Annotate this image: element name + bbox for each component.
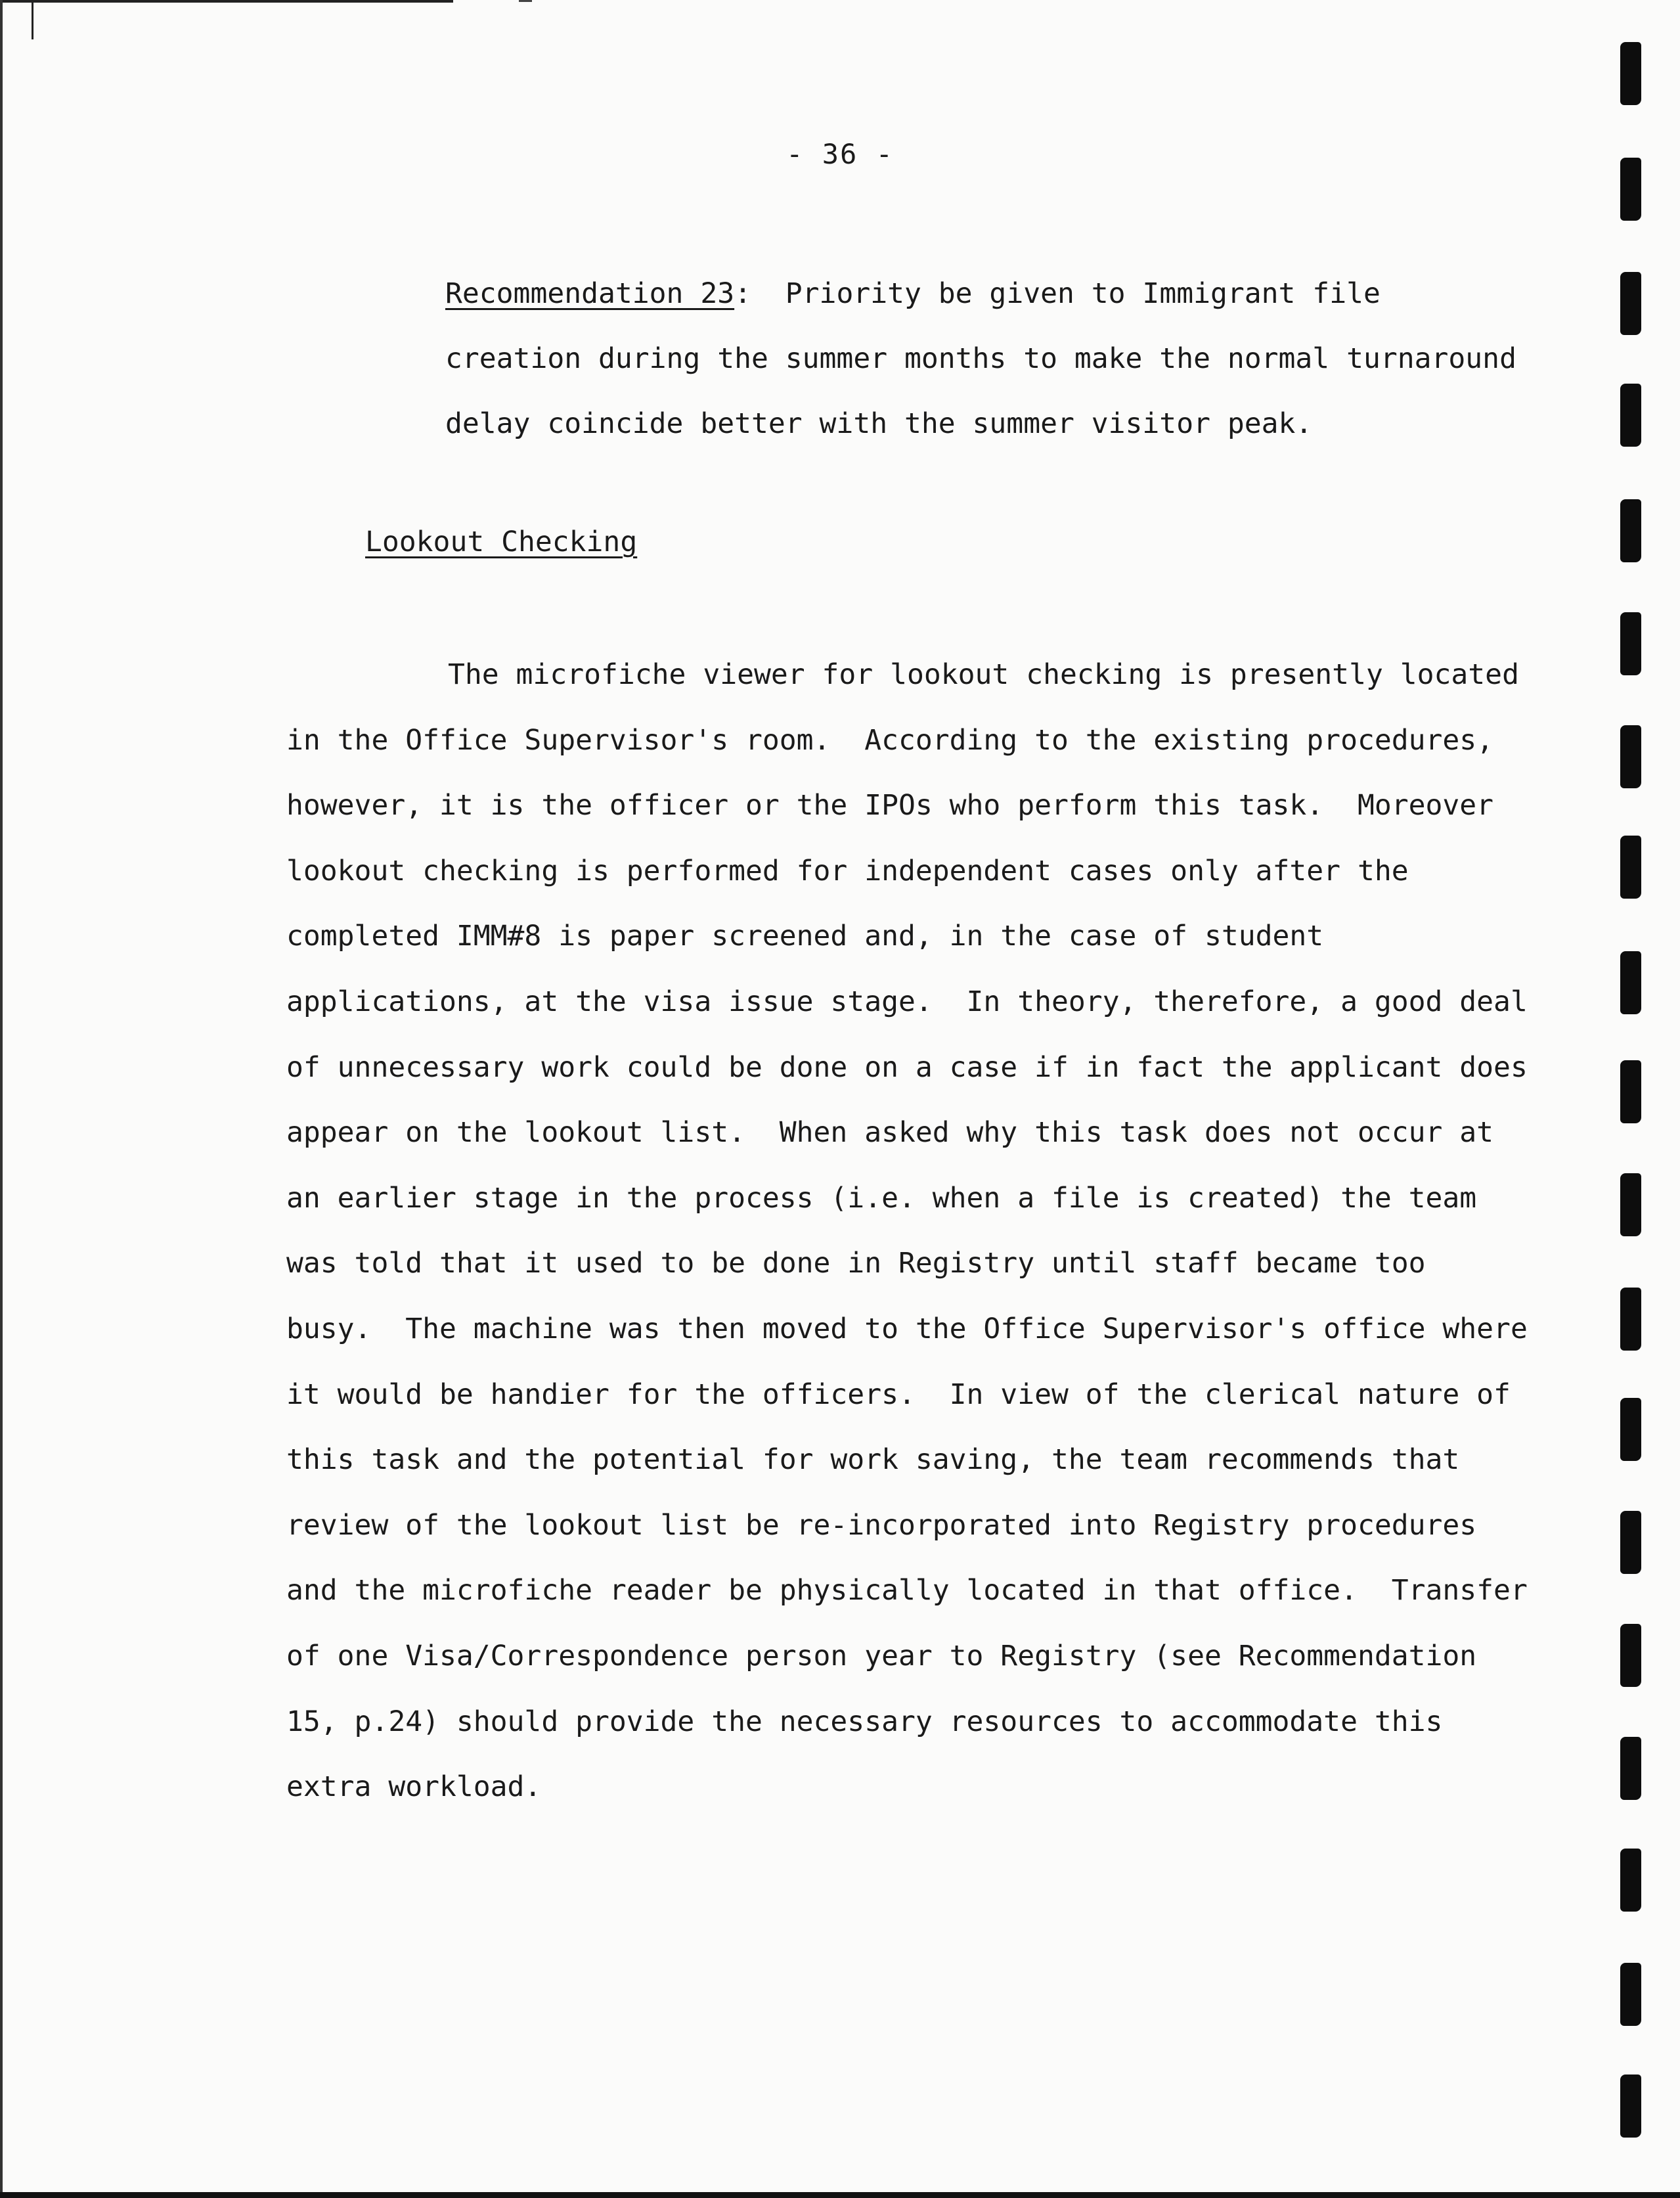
binding-mark: [1620, 272, 1641, 335]
recommendation-block: [445, 261, 1516, 457]
paragraph-line: of one Visa/Correspondence person year to Registry (see Recommendation: [286, 1639, 1477, 1672]
binding-mark: [1620, 384, 1641, 447]
paragraph-line: appear on the lookout list. When asked why this task does not occur at: [286, 1116, 1494, 1150]
binding-mark: [1620, 499, 1641, 562]
paragraph-line: 15, p.24) should provide the necessary resources to accommodate this: [286, 1705, 1443, 1738]
paragraph-line: completed IMM#8 is paper screened and, in the case of student: [286, 920, 1324, 953]
paragraph-line: was told that it used to be done in Registry until staff became too: [286, 1247, 1426, 1280]
scan-edge-left: [0, 0, 3, 2198]
binding-mark: [1620, 725, 1641, 788]
paragraph-line: and the microfiche reader be physically located in that office. Transfer: [286, 1574, 1528, 1607]
paragraph-line: it would be handier for the officers. In view of the clerical nature of: [286, 1378, 1511, 1411]
binding-mark: [1620, 951, 1641, 1014]
paragraph-line: review of the lookout list be re-incorporated into Registry procedures: [286, 1508, 1477, 1542]
binding-mark: [1620, 1398, 1641, 1461]
paragraph-line: in the Office Supervisor's room. According to the existing procedures,: [286, 723, 1494, 757]
scan-edge-bottom: [0, 2192, 1680, 2198]
paragraph-line: however, it is the officer or the IPOs who perform this task. Moreover: [286, 789, 1494, 822]
binding-mark: [1620, 1173, 1641, 1236]
binding-mark: [1620, 1737, 1641, 1800]
paragraph-line: this task and the potential for work saving, the team recommends that: [286, 1443, 1460, 1477]
paragraph-line: lookout checking is performed for independent cases only after the: [286, 854, 1409, 887]
recommendation-line: [445, 261, 1496, 326]
recommendation-line: delay coincide better with the summer visitor peak.: [445, 407, 1313, 440]
recommendation-label: Recommendation 23: [445, 277, 735, 310]
binding-mark: [1620, 1060, 1641, 1123]
scan-edge-left-mark: [32, 0, 33, 39]
paragraph-line: of unnecessary work could be done on a case if in fact the applicant does: [286, 1050, 1528, 1084]
binding-mark: [1620, 2075, 1641, 2138]
binding-mark: [1620, 1511, 1641, 1574]
binding-mark: [1620, 1963, 1641, 2026]
paragraph-line: extra workload.: [286, 1770, 542, 1804]
body-paragraph: [286, 642, 1534, 1820]
recommendation-line: creation during the summer months to make the normal turnaround: [445, 342, 1516, 375]
paragraph-line: The microfiche viewer for lookout checking is presently located: [448, 658, 1519, 691]
binding-mark: [1620, 1624, 1641, 1687]
binding-mark: [1620, 42, 1641, 105]
binding-mark: [1620, 836, 1641, 899]
binding-mark: [1620, 612, 1641, 675]
section-heading: Lookout Checking: [365, 526, 638, 558]
recommendation-text: : Priority be given to Immigrant file: [734, 277, 1381, 310]
scan-edge-top-fragment: [519, 0, 532, 2]
paragraph-line: applications, at the visa issue stage. In theory, therefore, a good deal: [286, 985, 1528, 1018]
binding-mark: [1620, 1849, 1641, 1912]
scan-edge-top: [0, 0, 453, 3]
paragraph-line: busy. The machine was then moved to the Office Supervisor's office where: [286, 1312, 1528, 1345]
page-number: - 36 -: [786, 138, 894, 170]
binding-mark: [1620, 1288, 1641, 1351]
paragraph-line: an earlier stage in the process (i.e. when a file is created) the team: [286, 1181, 1477, 1215]
